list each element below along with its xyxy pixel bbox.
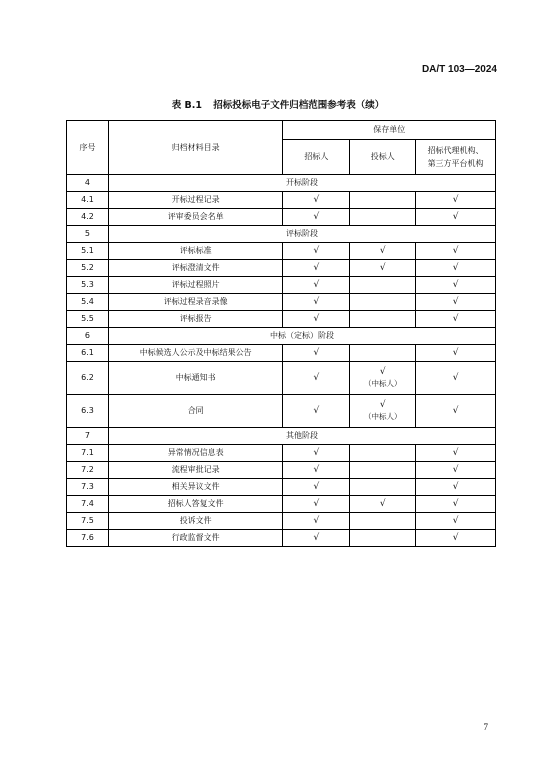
header-agency-line1: 招标代理机构、	[427, 145, 484, 155]
serial-number-cell: 6	[67, 328, 109, 345]
tenderer-check-cell: √	[283, 496, 350, 513]
bidder-check-cell	[350, 294, 416, 311]
agency-check-cell: √	[416, 530, 496, 547]
section-row	[67, 328, 496, 345]
agency-check-cell: √	[416, 496, 496, 513]
serial-number-cell: 4.2	[67, 209, 109, 226]
table-row	[67, 345, 496, 362]
table-row	[67, 294, 496, 311]
agency-check-cell: √	[416, 311, 496, 328]
tenderer-check-cell: √	[283, 362, 350, 395]
serial-number-cell: 5.5	[67, 311, 109, 328]
serial-number-cell: 5.1	[67, 243, 109, 260]
serial-number-cell: 4.1	[67, 192, 109, 209]
serial-number-cell: 7.6	[67, 530, 109, 547]
tenderer-check-cell: √	[283, 192, 350, 209]
agency-check-cell: √	[416, 345, 496, 362]
bidder-checkmark: √	[379, 400, 386, 410]
tenderer-check-cell: √	[283, 513, 350, 530]
bidder-check-cell	[350, 277, 416, 294]
bidder-check-cell	[350, 462, 416, 479]
document-code: DA/T 103—2024	[421, 64, 497, 75]
archive-item-cell: 评标报告	[108, 311, 283, 328]
bidder-checkmark: √	[379, 263, 386, 273]
header-agency-line2: 第三方平台机构	[427, 158, 484, 168]
table-row	[67, 445, 496, 462]
section-row	[67, 428, 496, 445]
tenderer-check-cell: √	[283, 445, 350, 462]
agency-check-cell: √	[416, 294, 496, 311]
bidder-check-cell	[350, 192, 416, 209]
tenderer-check-cell: √	[283, 260, 350, 277]
archive-item-cell: 评标标准	[108, 243, 283, 260]
header-custodian-group: 保存单位	[283, 121, 496, 140]
agency-check-cell: √	[416, 395, 496, 428]
agency-check-cell: √	[416, 260, 496, 277]
section-row	[67, 175, 496, 192]
page-number: 7	[483, 722, 488, 732]
table-row	[67, 530, 496, 547]
table-row	[67, 462, 496, 479]
agency-check-cell: √	[416, 462, 496, 479]
table-row	[67, 192, 496, 209]
agency-check-cell: √	[416, 513, 496, 530]
header-bidder: 投标人	[350, 140, 416, 175]
bidder-check-cell	[350, 345, 416, 362]
table-label: 表 B.1	[171, 100, 202, 111]
archive-item-cell: 相关异议文件	[108, 479, 283, 496]
tenderer-check-cell: √	[283, 294, 350, 311]
archive-item-cell: 评标过程照片	[108, 277, 283, 294]
header-archive-item: 归档材料目录	[108, 121, 283, 175]
archive-item-cell: 投诉文件	[108, 513, 283, 530]
tenderer-check-cell: √	[283, 345, 350, 362]
archive-item-cell: 评审委员会名单	[108, 209, 283, 226]
agency-check-cell: √	[416, 243, 496, 260]
table-title	[0, 97, 556, 111]
table-row	[67, 260, 496, 277]
table-caption: 招标投标电子文件归档范围参考表（续）	[213, 100, 385, 111]
header-serial-number: 序号	[67, 121, 109, 175]
tenderer-check-cell: √	[283, 243, 350, 260]
agency-check-cell: √	[416, 479, 496, 496]
bidder-check-cell	[350, 260, 416, 277]
archive-item-cell: 招标人答复文件	[108, 496, 283, 513]
table-row	[67, 362, 496, 395]
bidder-checkmark: √	[379, 499, 386, 509]
tenderer-check-cell: √	[283, 209, 350, 226]
table-row	[67, 513, 496, 530]
header-agency	[416, 140, 496, 175]
agency-check-cell: √	[416, 362, 496, 395]
agency-check-cell: √	[416, 445, 496, 462]
section-title-cell: 评标阶段	[108, 226, 495, 243]
bidder-note: （中标人）	[363, 379, 402, 388]
bidder-check-cell	[350, 395, 416, 428]
table-row	[67, 277, 496, 294]
archive-item-cell: 合同	[108, 395, 283, 428]
section-title-cell: 开标阶段	[108, 175, 495, 192]
serial-number-cell: 7	[67, 428, 109, 445]
tenderer-check-cell: √	[283, 311, 350, 328]
bidder-check-cell	[350, 362, 416, 395]
bidder-check-cell	[350, 243, 416, 260]
archive-item-cell: 中标候选人公示及中标结果公告	[108, 345, 283, 362]
header-tenderer: 招标人	[283, 140, 350, 175]
table-row	[67, 209, 496, 226]
archive-scope-table	[66, 120, 496, 547]
serial-number-cell: 4	[67, 175, 109, 192]
agency-check-cell: √	[416, 192, 496, 209]
table-row	[67, 395, 496, 428]
bidder-check-cell	[350, 445, 416, 462]
serial-number-cell: 6.2	[67, 362, 109, 395]
archive-item-cell: 异常情况信息表	[108, 445, 283, 462]
serial-number-cell: 6.1	[67, 345, 109, 362]
section-title-cell: 其他阶段	[108, 428, 495, 445]
serial-number-cell: 5.3	[67, 277, 109, 294]
table-row	[67, 243, 496, 260]
section-title-cell: 中标（定标）阶段	[108, 328, 495, 345]
serial-number-cell: 7.2	[67, 462, 109, 479]
section-row	[67, 226, 496, 243]
tenderer-check-cell: √	[283, 277, 350, 294]
serial-number-cell: 7.5	[67, 513, 109, 530]
table-row	[67, 311, 496, 328]
bidder-check-cell	[350, 530, 416, 547]
tenderer-check-cell: √	[283, 530, 350, 547]
tenderer-check-cell: √	[283, 479, 350, 496]
bidder-checkmark: √	[379, 246, 386, 256]
bidder-check-cell	[350, 479, 416, 496]
archive-item-cell: 中标通知书	[108, 362, 283, 395]
tenderer-check-cell: √	[283, 395, 350, 428]
archive-item-cell: 流程审批记录	[108, 462, 283, 479]
bidder-check-cell	[350, 209, 416, 226]
archive-item-cell: 评标过程录音录像	[108, 294, 283, 311]
bidder-checkmark: √	[379, 367, 386, 377]
archive-item-cell: 评标澄清文件	[108, 260, 283, 277]
serial-number-cell: 6.3	[67, 395, 109, 428]
bidder-check-cell	[350, 311, 416, 328]
table-row	[67, 496, 496, 513]
archive-item-cell: 行政监督文件	[108, 530, 283, 547]
agency-check-cell: √	[416, 277, 496, 294]
serial-number-cell: 5	[67, 226, 109, 243]
table-row	[67, 479, 496, 496]
bidder-note: （中标人）	[363, 412, 402, 421]
serial-number-cell: 7.3	[67, 479, 109, 496]
agency-check-cell: √	[416, 209, 496, 226]
serial-number-cell: 5.4	[67, 294, 109, 311]
serial-number-cell: 5.2	[67, 260, 109, 277]
bidder-check-cell	[350, 496, 416, 513]
serial-number-cell: 7.4	[67, 496, 109, 513]
bidder-check-cell	[350, 513, 416, 530]
serial-number-cell: 7.1	[67, 445, 109, 462]
archive-item-cell: 开标过程记录	[108, 192, 283, 209]
table-body	[67, 175, 496, 547]
tenderer-check-cell: √	[283, 462, 350, 479]
